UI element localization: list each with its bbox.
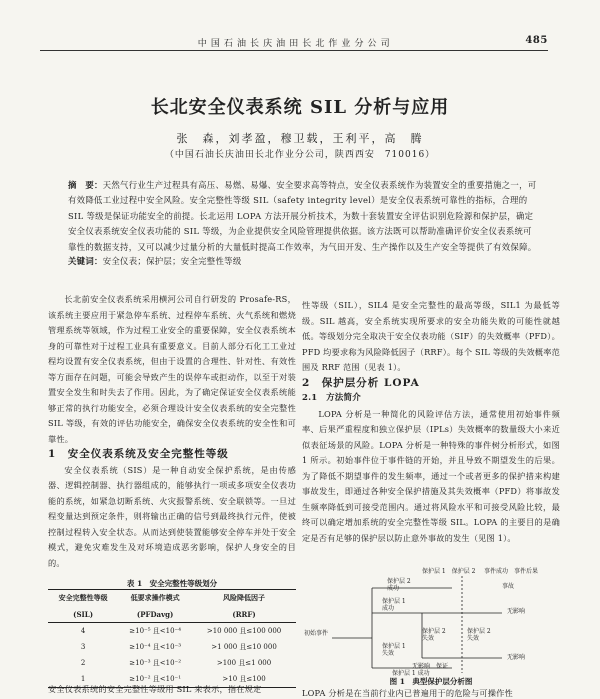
figure-node-label: 无影响 保证 xyxy=(412,663,449,670)
figure-node-label: 保护层 1 成功 xyxy=(392,670,430,677)
figure-node-label: 保护层 2 失效 xyxy=(467,628,491,642)
abstract-label: 摘 要： xyxy=(68,180,103,190)
section-1-heading: 1 安全仪表系统及安全完整性等级 xyxy=(48,448,229,460)
page-number: 485 xyxy=(525,35,548,46)
continuation-text-right: LOPA 分析是在当前行业内已普遍用于的危险与可操作性 xyxy=(302,688,513,698)
table-cell: ≥10⁻² 且<10⁻¹ xyxy=(118,671,192,688)
keywords-text: 安全仪表；保护层；安全完整性等级 xyxy=(102,256,242,266)
table-cell: ≥10⁻³ 且<10⁻² xyxy=(129,659,182,667)
table-header-cell: 安全完整性等级 xyxy=(48,590,118,607)
table-cell: >10 且≤100 xyxy=(192,671,296,688)
continued-paragraph: 性等级（SIL），SIL4 是安全完整性的最高等级，SIL1 为最低等级。SIL 越高，安全系统实现所要求的安全功能失败的可能性就越低。等级划分完全取决于安全仪表功能（SIF）的失效概率（PFD）。PFD 均要求称为风险降低因子（RRF）。每个 SIL 等级的失效概率范围及 RRF 范围（见表 1）。 xyxy=(302,300,560,372)
table-cell: ≥10⁻⁵ 且<10⁻⁴ xyxy=(129,627,182,635)
figure-node-label: 保护层 2 失效 xyxy=(422,628,446,642)
table-cell: >10 000 且≤100 000 xyxy=(206,627,282,635)
table-cell: 1 xyxy=(48,671,118,688)
section-2-heading: 2 保护层分析 LOPA xyxy=(302,376,420,389)
figure-outcome-label: 无影响 xyxy=(507,608,526,615)
figure-caption: 图 1 典型保护层分析图 xyxy=(389,677,473,686)
intro-paragraph: 长北前安全仪表系统采用横河公司自行研发的 Prosafe-RS，该系统主要应用于紧急停车系统、过程停车系统、火气系统和燃烧管理系统等领域，作为过程工业安全的重要保障，安全仪表系统本身的可靠性对于过程工业具有重要意义。目前人部分石化工工业过程均设置有安全仪表系统，但由于设置的合理性、针对性、有效性等方面存在问题，可能会导致产生的误停车或拒动作，以至于对装置安全发生和时失去了作用。因此，为了确定保证安全仪表系统能够正常的执行功能安全，必须合理设计安全仪表系统的安全完整性 SIL 等级，有效的评估功能安全，确保安全仪表系统的安全性和可靠性。 xyxy=(48,294,296,444)
affiliation: （中国石油长庆油田长北作业分公司，陕西西安 710016） xyxy=(164,150,436,160)
table-caption: 表 1 安全完整性等级划分 xyxy=(126,579,218,588)
table-cell: 2 xyxy=(80,659,86,667)
continuation-text-left: 安全仪表系统的安全完整性等级用 SIL 来表示，指在规定 xyxy=(48,684,262,694)
right-column xyxy=(302,298,560,546)
figure-header-label: 事件成功 事件后果 xyxy=(484,568,539,575)
lopa-figure xyxy=(302,568,560,680)
table-cell: 4 xyxy=(80,627,86,635)
table-row xyxy=(48,623,296,640)
table-cell: ≥10⁻⁴ 且<10⁻³ xyxy=(129,643,182,651)
table-row xyxy=(48,639,296,655)
figure-node-label: 保护层 1 成功 xyxy=(382,598,406,612)
journal-name: 中 国 石 油 长 庆 油 田 长 北 作 业 分 公 司 xyxy=(197,39,391,49)
table-header-row xyxy=(48,590,296,607)
table-cell: 3 xyxy=(80,643,86,651)
figure-accident-label: 事故 xyxy=(502,583,515,590)
keywords xyxy=(68,255,538,267)
table-header-cell: (PFDavg) xyxy=(118,606,192,623)
table-cell: >100 且≤1 000 xyxy=(216,659,272,667)
running-header xyxy=(40,34,548,51)
keywords-label: 关键词： xyxy=(68,256,103,266)
figure-header-label: 保护层 1 保护层 2 xyxy=(422,568,476,575)
paper-title: 长北安全仪表系统 SIL 分析与应用 xyxy=(150,97,450,118)
table-header-cell: (RRF) xyxy=(192,606,296,623)
figure-node-label: 保护层 2 成功 xyxy=(387,578,411,592)
table-header-cell: 低要求操作模式 xyxy=(118,590,192,607)
figure-initial-event-label: 初始事件 xyxy=(304,630,329,637)
figure-outcome-label: 无影响 xyxy=(507,654,526,661)
abstract-text: 天然气行业生产过程具有高压、易燃、易爆、安全要求高等特点，安全仪表系统作为装置安全的重要措施之一，可有效降低工业过程中安全风险。安全完整性等级 SIL（safety integrity level）是安全仪表系统可靠性的指标，合理的 SIL 等级是保证功能安全的前提。长北运用 LOPA 方法开展分析技术，为数十套装置安全评估识别危险源和保护层，确定安全仪表系统安全仪表功能的 SIL 等级，为企业提供安全风险管理提供依据。该方法既可以帮助准确评价安全仪表系统可靠性的数据支持，又可以减少过量分析的大量低时提高工作效率，为气田开发、生产操作以及生产安全等提供了有效保障。 xyxy=(68,180,537,252)
author-list: 张 森，刘孝盈，穆卫载，王利平，高 腾 xyxy=(176,132,424,145)
section-1-paragraph: 安全仪表系统（SIS）是一种自动安全保护系统，是由传感器、逻辑控制器、执行器组成的，能够执行一项或多项安全仪表功能的系统，如紧急切断系统、火灾报警系统、安全联锁等。一旦过程变量达到预定条件，则将输出正确的信号到最终执行元件，使被控制过程转入安全状态。从而达到使装置能够安全停车并处于安全模式，避免灾难发生及对环境造成恶劣影响，保护人身安全的目的。 xyxy=(48,464,296,568)
subsection-2-1-paragraph: LOPA 分析是一种简化的风险评估方法，通常使用初始事件频率、后果严重程度和独立保护层（IPLs）失效概率的数量级大小来近似表征场景的风险。LOPA 分析是一种特殊的事件树分析形式，如图 1 所示。初始事件位于事件链的开始，并且导致不期望发生的后果。为了降低不期望事件的发生频率，通过一个或者更多的保护措来构建事故发生，即通过各种安全保护措施及其失效概率（PFD）将事故发生频率降低到可接受范围内。通过将风险水平和可接受风险比较，最终可以确定增加系统的安全完整性等级 SIL。LOPA 的主要目的是确定是否有足够的保护层以防止意外事故的发生（见图 1）。 xyxy=(302,408,560,543)
table-header-cell: (SIL) xyxy=(48,606,118,623)
left-column xyxy=(48,292,296,571)
table-row xyxy=(48,655,296,671)
sil-table xyxy=(48,589,296,688)
figure-node-label: 保护层 1 失效 xyxy=(382,643,406,657)
table-header-cell: 风险降低因子 xyxy=(192,590,296,607)
subsection-2-1-heading: 2.1 方法简介 xyxy=(302,393,361,403)
abstract xyxy=(68,178,538,255)
table-cell: >1 000 且≤10 000 xyxy=(211,643,277,651)
table-header-row xyxy=(48,606,296,623)
